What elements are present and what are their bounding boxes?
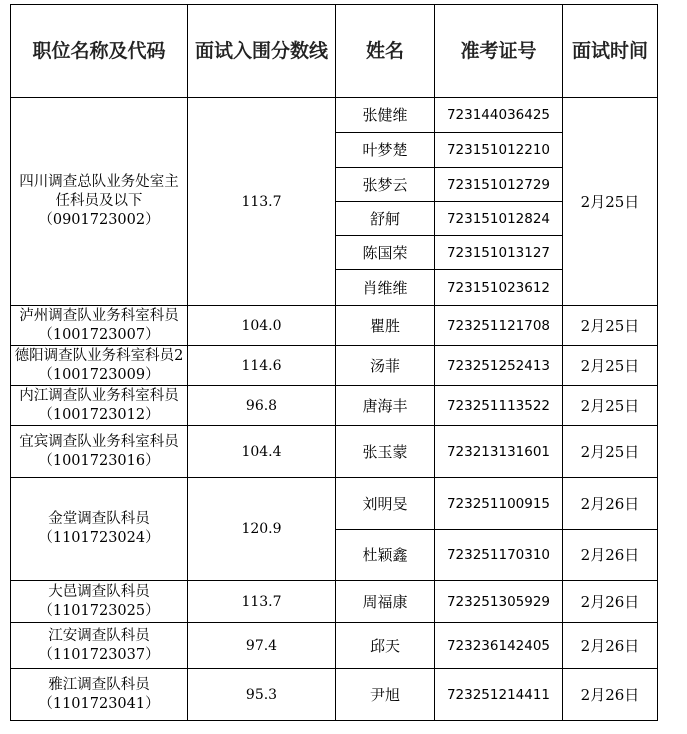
- exam-no-cell: 723151023612: [435, 270, 563, 306]
- exam-no-cell: 723151012824: [435, 202, 563, 236]
- name-cell: 张梦云: [336, 168, 435, 202]
- position-cell: 四川调查总队业务处室主任科员及以下（0901723002）: [11, 98, 188, 306]
- exam-no-cell: 723236142405: [435, 623, 563, 669]
- position-cell: 雅江调查队科员（1101723041）: [11, 669, 188, 721]
- exam-no-cell: 723213131601: [435, 426, 563, 478]
- position-cell: 德阳调查队业务科室科员2（1001723009）: [11, 346, 188, 386]
- exam-no-cell: 723151012210: [435, 133, 563, 168]
- name-cell: 尹旭: [336, 669, 435, 721]
- name-cell: 杜颖鑫: [336, 530, 435, 581]
- time-cell: 2月26日: [563, 669, 658, 721]
- name-cell: 周福康: [336, 581, 435, 623]
- name-cell: 唐海丰: [336, 386, 435, 426]
- header-score: 面试入围分数线: [188, 5, 336, 98]
- time-cell: 2月26日: [563, 478, 658, 530]
- header-row: [11, 5, 658, 98]
- exam-no-cell: 723251305929: [435, 581, 563, 623]
- position-cell: 金堂调查队科员（1101723024）: [11, 478, 188, 581]
- name-cell: 瞿胜: [336, 306, 435, 346]
- header-position: 职位名称及代码: [11, 5, 188, 98]
- time-cell: 2月26日: [563, 623, 658, 669]
- score-cell: 113.7: [188, 98, 336, 306]
- score-cell: 95.3: [188, 669, 336, 721]
- exam-no-cell: 723251100915: [435, 478, 563, 530]
- time-cell: 2月25日: [563, 98, 658, 306]
- score-cell: 96.8: [188, 386, 336, 426]
- time-cell: 2月25日: [563, 306, 658, 346]
- interview-list-table: [10, 4, 658, 721]
- name-cell: 张玉蒙: [336, 426, 435, 478]
- score-cell: 104.4: [188, 426, 336, 478]
- table-row: [11, 669, 658, 721]
- name-cell: 刘明旻: [336, 478, 435, 530]
- table-row: [11, 581, 658, 623]
- name-cell: 舒舸: [336, 202, 435, 236]
- position-cell: 大邑调查队科员（1101723025）: [11, 581, 188, 623]
- table-row: [11, 346, 658, 386]
- score-cell: 97.4: [188, 623, 336, 669]
- table-row: [11, 478, 658, 530]
- score-cell: 120.9: [188, 478, 336, 581]
- exam-no-cell: 723151013127: [435, 236, 563, 270]
- time-cell: 2月26日: [563, 581, 658, 623]
- header-time: 面试时间: [563, 5, 658, 98]
- name-cell: 汤菲: [336, 346, 435, 386]
- exam-no-cell: 723251113522: [435, 386, 563, 426]
- position-cell: 泸州调查队业务科室科员（1001723007）: [11, 306, 188, 346]
- time-cell: 2月25日: [563, 426, 658, 478]
- header-exam-no: 准考证号: [435, 5, 563, 98]
- name-cell: 陈国荣: [336, 236, 435, 270]
- exam-no-cell: 723151012729: [435, 168, 563, 202]
- score-cell: 113.7: [188, 581, 336, 623]
- table-row: [11, 386, 658, 426]
- name-cell: 叶梦楚: [336, 133, 435, 168]
- name-cell: 张健维: [336, 98, 435, 133]
- exam-no-cell: 723251121708: [435, 306, 563, 346]
- table-row: [11, 426, 658, 478]
- time-cell: 2月25日: [563, 386, 658, 426]
- name-cell: 肖维维: [336, 270, 435, 306]
- score-cell: 114.6: [188, 346, 336, 386]
- position-cell: 江安调查队科员（1101723037）: [11, 623, 188, 669]
- exam-no-cell: 723251214411: [435, 669, 563, 721]
- time-cell: 2月26日: [563, 530, 658, 581]
- table-row: [11, 306, 658, 346]
- exam-no-cell: 723144036425: [435, 98, 563, 133]
- score-cell: 104.0: [188, 306, 336, 346]
- exam-no-cell: 723251170310: [435, 530, 563, 581]
- position-cell: 宜宾调查队业务科室科员（1001723016）: [11, 426, 188, 478]
- name-cell: 邱天: [336, 623, 435, 669]
- table-row: [11, 623, 658, 669]
- header-name: 姓名: [336, 5, 435, 98]
- table-row: [11, 98, 658, 133]
- time-cell: 2月25日: [563, 346, 658, 386]
- position-cell: 内江调查队业务科室科员（1001723012）: [11, 386, 188, 426]
- exam-no-cell: 723251252413: [435, 346, 563, 386]
